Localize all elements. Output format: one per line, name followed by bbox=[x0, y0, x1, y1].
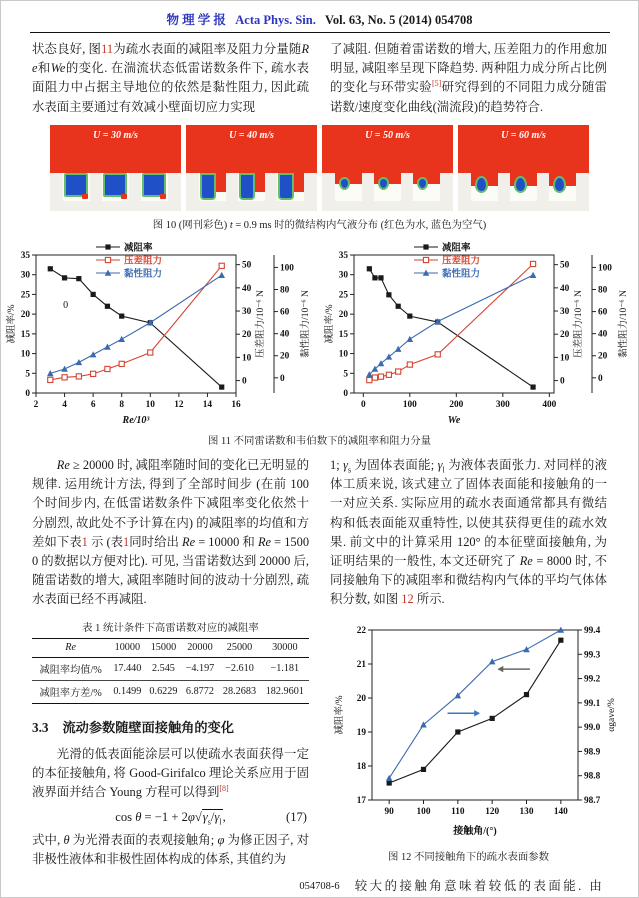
groove bbox=[335, 173, 362, 201]
svg-text:5: 5 bbox=[24, 369, 30, 380]
svg-text:接触角/(°): 接触角/(°) bbox=[453, 825, 497, 837]
table-cell: −4.197 bbox=[185, 663, 215, 675]
right-column-lower bbox=[330, 456, 617, 896]
svg-text:400: 400 bbox=[541, 400, 556, 410]
svg-text:0: 0 bbox=[24, 389, 30, 399]
svg-text:100: 100 bbox=[416, 806, 431, 817]
svg-text:98.8: 98.8 bbox=[584, 771, 601, 782]
table-cell: 减阻率均值/% bbox=[39, 665, 102, 677]
svg-text:黏性阻力/10⁻⁶ N: 黏性阻力/10⁻⁶ N bbox=[300, 290, 311, 358]
section-3-3-heading bbox=[32, 717, 309, 736]
paragraph-left-mid: Re ≥ 20000 时, 减阻率随时间的变化已无明显的规律. 运用统计方法, 得到了全部时间步 (在前 100 个时间步内, 在低雷诺数条件下减阻率变化依然十分剧烈, 故此处不予计算在内) 的减阻率的均值和方差如下表1 示 (表1同时给出 Re = 10000 和 Re = 15000 的数据以方便对比). 可见, 当雷诺数达到 20000 后, 随雷诺数的增大, 减阻率随时间的波动十分剧烈, 疏水表面已经不再减阻. bbox=[32, 458, 310, 607]
radical-sign: √ bbox=[194, 810, 202, 825]
panel-velocity-label: U = 60 m/s bbox=[501, 130, 546, 141]
svg-text:0: 0 bbox=[597, 373, 603, 384]
microstructure-strip bbox=[458, 173, 589, 211]
svg-text:40: 40 bbox=[279, 329, 289, 340]
table-cell: 6.8772 bbox=[185, 686, 214, 698]
svg-text:30: 30 bbox=[559, 307, 569, 318]
svg-text:0: 0 bbox=[342, 389, 348, 399]
svg-text:40: 40 bbox=[597, 329, 607, 340]
svg-text:99.3: 99.3 bbox=[584, 649, 601, 660]
svg-text:4: 4 bbox=[61, 400, 67, 410]
svg-text:减阻率/%: 减阻率/% bbox=[335, 695, 345, 735]
svg-text:19: 19 bbox=[356, 727, 366, 738]
svg-text:0: 0 bbox=[559, 376, 565, 387]
svg-text:10: 10 bbox=[241, 353, 251, 364]
svg-text:21: 21 bbox=[356, 659, 366, 670]
svg-text:压差阻力: 压差阻力 bbox=[123, 256, 162, 267]
groove bbox=[63, 173, 90, 201]
svg-text:We: We bbox=[447, 415, 460, 426]
svg-text:20: 20 bbox=[279, 351, 289, 362]
table-row bbox=[32, 680, 309, 703]
svg-text:90: 90 bbox=[384, 806, 394, 817]
svg-text:10: 10 bbox=[559, 353, 569, 364]
svg-text:8: 8 bbox=[118, 400, 124, 410]
figure-10 bbox=[1, 125, 638, 211]
svg-text:αgave/%: αgave/% bbox=[607, 697, 617, 732]
table-col-header: 15000 bbox=[150, 642, 177, 654]
groove bbox=[238, 173, 265, 201]
svg-text:20: 20 bbox=[338, 310, 348, 321]
svg-text:99.4: 99.4 bbox=[584, 625, 601, 636]
svg-text:25: 25 bbox=[20, 290, 30, 301]
svg-text:35: 35 bbox=[338, 251, 348, 261]
panel-velocity-label: U = 50 m/s bbox=[365, 130, 410, 141]
svg-text:99.2: 99.2 bbox=[584, 674, 601, 685]
table-col-header: 25000 bbox=[226, 642, 253, 654]
table-cell: 28.2683 bbox=[222, 686, 257, 698]
panel-velocity-label: U = 30 m/s bbox=[93, 130, 138, 141]
svg-text:300: 300 bbox=[495, 400, 510, 410]
svg-text:黏性阻力: 黏性阻力 bbox=[123, 269, 162, 280]
svg-text:减阻率/%: 减阻率/% bbox=[6, 304, 17, 344]
svg-text:10: 10 bbox=[338, 349, 348, 360]
groove bbox=[199, 173, 226, 201]
paragraph-left-top: 状态良好, 图11为疏水表面的减阻率及阻力分量随Re和We的变化. 在湍流状态低雷诺数条件下, 疏水表面阻力中占据主导地位的依然是黏性阻力, 因此疏水表面主要通过有效减小壁面切应力实现 bbox=[32, 42, 310, 114]
svg-text:60: 60 bbox=[597, 307, 607, 318]
svg-text:40: 40 bbox=[241, 283, 251, 294]
table-cell: 减阻率方差/% bbox=[39, 688, 102, 700]
svg-text:0: 0 bbox=[241, 376, 247, 387]
table-cell: −2.610 bbox=[225, 663, 254, 675]
table-header-row bbox=[32, 638, 309, 657]
paragraph-right-top: 了减阻. 但随着雷诺数的增大, 压差阻力的作用愈加明显, 减阻率呈现下降趋势. 两种阻力成分所占比例的变化与环带实验[5]研究得到的不同阻力成分随雷诺数/速度变化曲线(湍流段)的趋势符合. bbox=[330, 42, 608, 114]
groove bbox=[141, 173, 168, 201]
svg-text:0: 0 bbox=[62, 300, 68, 312]
paragraph-left-last: 式中, θ 为光滑表面的表观接触角; φ 为修正因子, 对非极性液体和非极性固体构成的体系, 其值约为 bbox=[32, 833, 309, 867]
table-cell: −1.181 bbox=[270, 663, 300, 675]
svg-text:20: 20 bbox=[559, 330, 569, 341]
svg-text:130: 130 bbox=[519, 806, 534, 817]
figure11-chart-we bbox=[320, 241, 638, 427]
equation-radicand: $\gamma_s/\gamma_l$ bbox=[202, 810, 222, 827]
svg-text:20: 20 bbox=[356, 693, 366, 704]
svg-text:98.7: 98.7 bbox=[584, 795, 601, 806]
svg-text:压差阻力/10⁻⁶ N: 压差阻力/10⁻⁶ N bbox=[255, 290, 266, 358]
figure12-caption: 图 12 不同接触角下的疏水表面参数 bbox=[387, 851, 550, 863]
svg-text:减阻率/%: 减阻率/% bbox=[324, 304, 335, 344]
paragraph-left-low: 光滑的低表面能涂层可以使疏水表面获得一定的本征接触角, 将 Good-Girifalco 理论关系应用于固液界面并结合 Young 方程可以得到[8] bbox=[32, 746, 309, 800]
figure11-chart-re bbox=[2, 241, 320, 427]
table-cell: 17.440 bbox=[113, 663, 142, 675]
groove bbox=[510, 173, 537, 201]
svg-text:16: 16 bbox=[230, 400, 241, 410]
figure11-caption: 图 11 不同雷诺数和韦伯数下的减阻率和阻力分量 bbox=[207, 436, 431, 447]
equation-number: (17) bbox=[286, 810, 307, 825]
svg-text:35: 35 bbox=[20, 251, 30, 261]
svg-text:减阻率: 减阻率 bbox=[441, 243, 471, 254]
equation-lhs: cos θ = −1 + 2φ bbox=[115, 810, 195, 825]
svg-text:110: 110 bbox=[451, 806, 465, 817]
page-number: 054708-6 bbox=[299, 881, 340, 892]
svg-text:黏性阻力/10⁻⁶ N: 黏性阻力/10⁻⁶ N bbox=[618, 290, 629, 358]
svg-text:10: 10 bbox=[20, 349, 30, 360]
svg-text:10: 10 bbox=[145, 400, 155, 410]
figure-12 bbox=[330, 618, 617, 843]
svg-text:100: 100 bbox=[597, 263, 612, 274]
svg-text:80: 80 bbox=[279, 285, 289, 296]
table-col-header: Re bbox=[65, 642, 77, 654]
text-row-top bbox=[1, 40, 638, 118]
journal-header bbox=[1, 1, 638, 28]
table-col-header: 30000 bbox=[272, 642, 298, 654]
svg-text:黏性阻力: 黏性阻力 bbox=[441, 269, 480, 280]
svg-text:80: 80 bbox=[597, 285, 607, 296]
svg-text:30: 30 bbox=[241, 307, 251, 318]
table-col-header: 10000 bbox=[114, 642, 141, 654]
figure-11 bbox=[1, 241, 638, 427]
svg-text:50: 50 bbox=[559, 260, 569, 271]
header-rule bbox=[30, 32, 610, 33]
figure10-panel-40ms bbox=[186, 125, 317, 211]
svg-text:减阻率: 减阻率 bbox=[123, 243, 153, 254]
svg-text:14: 14 bbox=[202, 400, 212, 410]
figure10-panel-50ms bbox=[322, 125, 453, 211]
svg-text:99.1: 99.1 bbox=[584, 698, 601, 709]
table-cell: 182.9601 bbox=[265, 686, 304, 698]
svg-text:120: 120 bbox=[485, 806, 500, 817]
svg-text:17: 17 bbox=[356, 795, 366, 806]
svg-text:2: 2 bbox=[33, 400, 38, 410]
table-col-header: 20000 bbox=[187, 642, 213, 654]
section-title: 流动参数随壁面接触角的变化 bbox=[62, 719, 234, 735]
svg-text:98.9: 98.9 bbox=[584, 747, 601, 758]
groove bbox=[471, 173, 498, 201]
figure10-panel-30ms bbox=[50, 125, 181, 211]
svg-text:15: 15 bbox=[338, 329, 348, 340]
table-row bbox=[32, 657, 309, 680]
table-1 bbox=[32, 638, 309, 704]
svg-text:20: 20 bbox=[597, 351, 607, 362]
svg-text:25: 25 bbox=[338, 290, 348, 301]
microstructure-strip bbox=[186, 173, 317, 211]
groove bbox=[549, 173, 576, 201]
svg-text:22: 22 bbox=[356, 625, 366, 636]
groove bbox=[374, 173, 401, 201]
figure10-caption: 图 10 (网刊彩色) t = 0.9 ms 时的微结构内气液分布 (红色为水, 蓝色为空气) bbox=[152, 220, 487, 231]
svg-text:99.0: 99.0 bbox=[584, 722, 601, 733]
table-cell: 0.6229 bbox=[149, 686, 178, 698]
groove bbox=[102, 173, 129, 201]
svg-text:15: 15 bbox=[20, 329, 30, 340]
svg-text:0: 0 bbox=[360, 400, 366, 410]
svg-text:压差阻力: 压差阻力 bbox=[441, 256, 480, 267]
svg-text:20: 20 bbox=[241, 330, 251, 341]
left-column-lower bbox=[32, 456, 309, 870]
svg-text:100: 100 bbox=[279, 263, 294, 274]
groove bbox=[413, 173, 440, 201]
equation-17 bbox=[32, 810, 309, 825]
svg-text:0: 0 bbox=[279, 373, 285, 384]
svg-text:6: 6 bbox=[90, 400, 95, 410]
figure10-panel-60ms bbox=[458, 125, 589, 211]
paragraph-right-mid: 1; $\gamma_s$ 为固体表面能; $\gamma_l$ 为液体表面张力. 对同样的液体工质来说, 该式建立了固体表面能和接触角的一一对应关系. 实际应用的疏水表面通常都具有微结构和低表面能双重特性, 以使其获得更佳的疏水效果. 前文中的计算采用 120° 的本征壁面接触角, 为证明结果的一般性, 本文还研究了 Re = 8000 时, 不同接触角下的减阻率和微结构内气体的平均气体体积分数, 如图 12 所示. bbox=[330, 458, 607, 607]
groove bbox=[277, 173, 304, 201]
journal-title-en: Acta Phys. Sin. bbox=[235, 13, 316, 27]
svg-text:40: 40 bbox=[559, 283, 569, 294]
section-number: 3.3 bbox=[32, 719, 49, 735]
text-row-bottom bbox=[1, 456, 638, 896]
svg-text:5: 5 bbox=[342, 369, 348, 380]
equation-comma: , bbox=[222, 810, 226, 825]
paragraph-right-last: 较大的接触角意味着较低的表面能. 由 bbox=[354, 878, 605, 893]
table-cell: 0.1499 bbox=[113, 686, 142, 698]
table1-caption: 表 1 统计条件下高雷诺数对应的减阻率 bbox=[82, 622, 259, 634]
microstructure-strip bbox=[322, 173, 453, 211]
microstructure-strip bbox=[50, 173, 181, 211]
svg-text:20: 20 bbox=[20, 310, 30, 321]
svg-text:压差阻力/10⁻⁶ N: 压差阻力/10⁻⁶ N bbox=[573, 290, 584, 358]
svg-text:30: 30 bbox=[338, 270, 348, 281]
panel-velocity-label: U = 40 m/s bbox=[229, 130, 274, 141]
journal-volume: Vol. 63, No. 5 (2014) 054708 bbox=[325, 13, 473, 27]
svg-text:50: 50 bbox=[241, 260, 251, 271]
journal-title-cn: 物 理 学 报 bbox=[166, 13, 226, 27]
svg-text:Re/10³: Re/10³ bbox=[122, 415, 149, 426]
svg-text:140: 140 bbox=[553, 806, 568, 817]
svg-text:60: 60 bbox=[279, 307, 289, 318]
svg-text:200: 200 bbox=[448, 400, 463, 410]
table-cell: 2.545 bbox=[151, 663, 175, 675]
svg-text:12: 12 bbox=[173, 400, 184, 410]
figure12-chart bbox=[330, 618, 630, 838]
svg-text:100: 100 bbox=[402, 400, 417, 410]
svg-text:30: 30 bbox=[20, 270, 30, 281]
svg-text:18: 18 bbox=[356, 761, 366, 772]
